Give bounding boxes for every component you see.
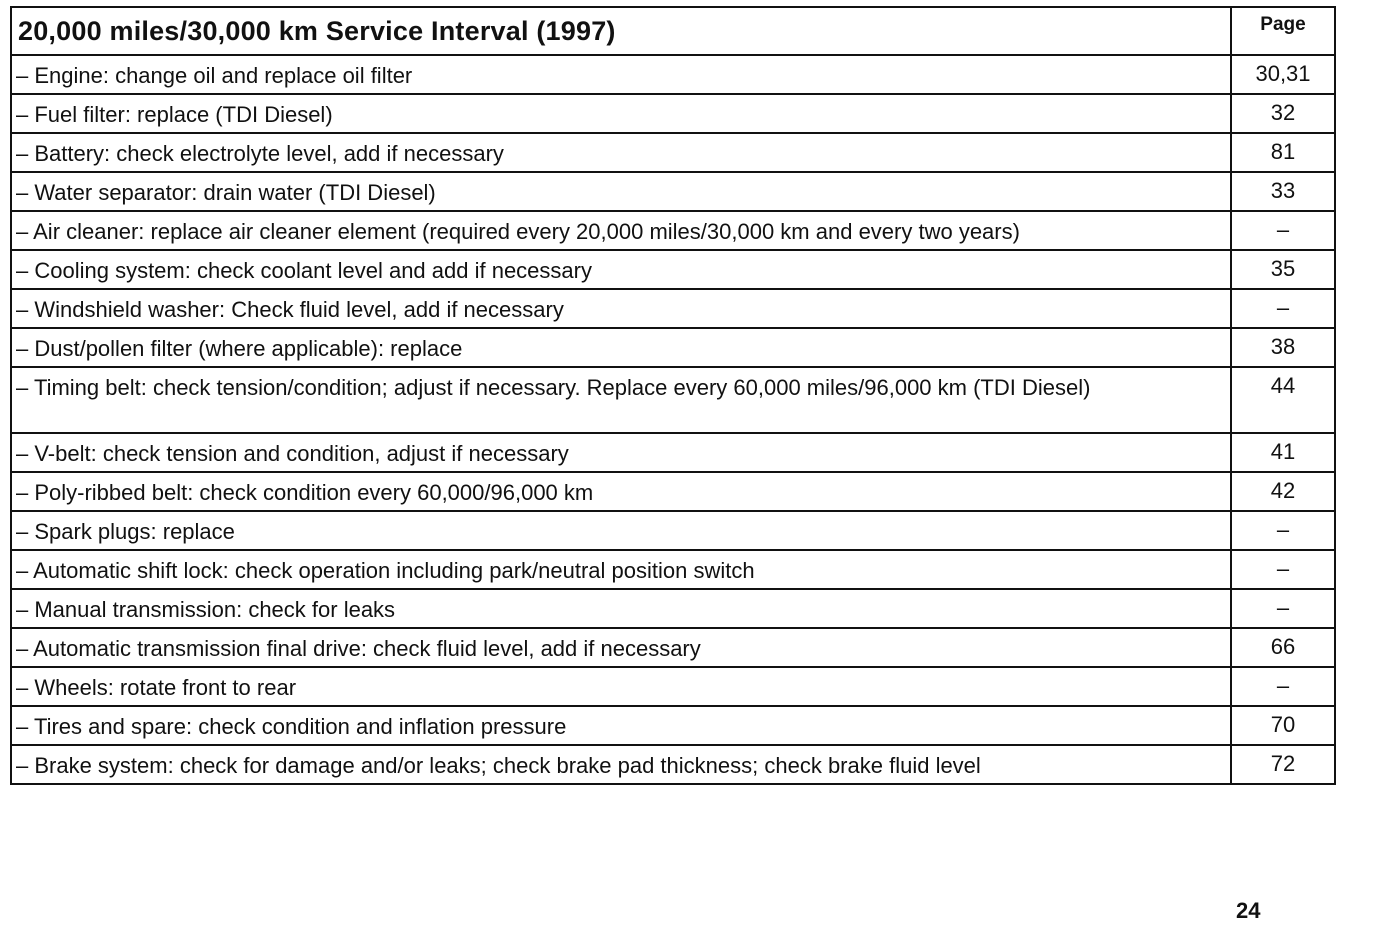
task-cell: – Engine: change oil and replace oil filter [11,55,1231,94]
page-ref-cell: 72 [1231,745,1335,784]
table-row [11,133,1335,172]
page-ref-cell: – [1231,550,1335,589]
page-ref-cell: 30,31 [1231,55,1335,94]
table-title: 20,000 miles/30,000 km Service Interval (1997) [11,7,1231,55]
table-row [11,745,1335,784]
table-row [11,511,1335,550]
task-cell: – Air cleaner: replace air cleaner element (required every 20,000 miles/30,000 km and every two years) [11,211,1231,250]
page-ref-cell: 42 [1231,472,1335,511]
page-ref-cell: 66 [1231,628,1335,667]
task-cell: – Fuel filter: replace (TDI Diesel) [11,94,1231,133]
task-cell: – Automatic transmission final drive: check fluid level, add if necessary [11,628,1231,667]
task-cell: – Brake system: check for damage and/or leaks; check brake pad thickness; check brake fluid level [11,745,1231,784]
table-row [11,589,1335,628]
task-cell: – Battery: check electrolyte level, add if necessary [11,133,1231,172]
table-row [11,94,1335,133]
task-cell: – Poly-ribbed belt: check condition every 60,000/96,000 km [11,472,1231,511]
table-row [11,706,1335,745]
task-cell: – Spark plugs: replace [11,511,1231,550]
page-ref-cell: 41 [1231,433,1335,472]
table-row [11,328,1335,367]
page-ref-cell: – [1231,511,1335,550]
service-interval-table [10,6,1336,785]
table-row [11,172,1335,211]
page-ref-cell: 70 [1231,706,1335,745]
table-row [11,472,1335,511]
page-ref-cell: 81 [1231,133,1335,172]
task-cell: – Timing belt: check tension/condition; adjust if necessary. Replace every 60,000 miles/96,000 km (TDI Diesel) [11,367,1231,433]
page-ref-cell: 35 [1231,250,1335,289]
task-cell: – Dust/pollen filter (where applicable): replace [11,328,1231,367]
task-cell: – Cooling system: check coolant level and add if necessary [11,250,1231,289]
table-row [11,211,1335,250]
page-ref-cell: 33 [1231,172,1335,211]
table-row [11,667,1335,706]
task-cell: – Water separator: drain water (TDI Diesel) [11,172,1231,211]
page-ref-cell: – [1231,667,1335,706]
table-row [11,367,1335,433]
task-cell: – Automatic shift lock: check operation including park/neutral position switch [11,550,1231,589]
page-ref-cell: – [1231,211,1335,250]
task-cell: – Manual transmission: check for leaks [11,589,1231,628]
table-row [11,550,1335,589]
task-cell: – Windshield washer: Check fluid level, add if necessary [11,289,1231,328]
table-row [11,433,1335,472]
page-ref-cell: – [1231,289,1335,328]
page-ref-cell: 38 [1231,328,1335,367]
task-cell: – Wheels: rotate front to rear [11,667,1231,706]
page-ref-cell: 44 [1231,367,1335,433]
task-cell: – Tires and spare: check condition and inflation pressure [11,706,1231,745]
page-number: 24 [1236,898,1261,923]
table-row [11,628,1335,667]
page-column-header: Page [1231,7,1335,55]
page-ref-cell: 32 [1231,94,1335,133]
table-row [11,250,1335,289]
table-row [11,289,1335,328]
table-header-row [11,7,1335,55]
table-row [11,55,1335,94]
page-ref-cell: – [1231,589,1335,628]
task-cell: – V-belt: check tension and condition, adjust if necessary [11,433,1231,472]
